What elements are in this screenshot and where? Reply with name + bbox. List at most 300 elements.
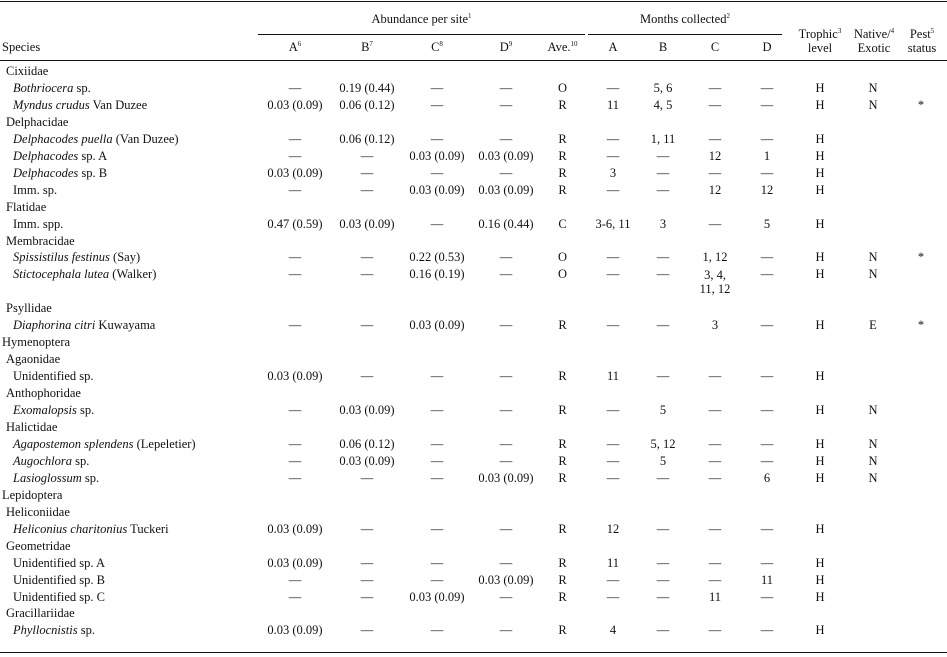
average-abundance: R [558, 521, 567, 536]
months-site-d: 11 [760, 572, 774, 587]
native-exotic: N [868, 250, 878, 265]
family-heading-row [0, 63, 947, 80]
abundance-site-d: — [499, 131, 513, 146]
months-site-c: — [708, 216, 722, 231]
species-name [13, 436, 196, 453]
table-row [0, 97, 947, 114]
species-authority: sp. B [78, 165, 108, 180]
average-abundance: R [558, 148, 567, 163]
species-name [13, 80, 91, 97]
abundance-site-c: — [430, 369, 444, 384]
species-authority: sp. A [78, 148, 108, 163]
family-heading-row [0, 114, 947, 131]
months-site-d: — [760, 131, 774, 146]
family-name: Geometridae [6, 538, 71, 553]
native-exotic-header: Native/$^4$ Exotic [853, 27, 895, 55]
native-exotic: N [868, 97, 878, 112]
average-abundance: R [558, 318, 567, 333]
abundance-site-c: 0.03 (0.09) [409, 182, 465, 197]
months-site-d: — [760, 369, 774, 384]
family-name: Psyllidae [6, 301, 52, 316]
species-name [13, 622, 95, 639]
months-site-b: 1, 11 [650, 131, 676, 146]
native-exotic: E [869, 318, 877, 333]
months-site-d: — [760, 623, 774, 638]
average-abundance: O [557, 250, 568, 265]
pest-status: * [917, 318, 925, 333]
months-site-b: — [656, 165, 670, 180]
abundance-site-d: 0.16 (0.44) [478, 216, 534, 231]
table-row [0, 131, 947, 148]
trophic-level: H [815, 572, 825, 587]
family-name: Flatidae [6, 199, 47, 214]
months-site-d: — [760, 267, 774, 282]
table-bottom-rule [0, 652, 947, 653]
months-group-rule [588, 34, 782, 35]
average-abundance: R [558, 131, 567, 146]
pest-status-header: Pest$^5$ status [907, 27, 937, 55]
months-site-b: — [656, 555, 670, 570]
species-binomial: Bothriocera [13, 81, 74, 95]
trophic-level: H [815, 403, 825, 418]
abundance-site-a: — [288, 81, 302, 95]
months-site-a: — [606, 318, 620, 333]
table-row [0, 317, 947, 334]
abundance-site-d: — [499, 250, 513, 265]
table-row [0, 148, 947, 165]
species-authority: Unidentified sp. [13, 369, 94, 384]
months-site-a: — [606, 81, 620, 95]
species-name [13, 266, 156, 283]
months-site-c-line: 11, 12 [699, 282, 731, 297]
months-site-b: 5 [659, 403, 667, 418]
species-name [13, 521, 169, 538]
months-site-c: — [708, 436, 722, 451]
months-site-c-line: 3, 4, [704, 268, 726, 283]
abundance-site-a: 0.03 (0.09) [267, 165, 323, 180]
abundance-site-c: — [430, 97, 444, 112]
trophic-level: H [815, 623, 825, 638]
average-abundance: R [558, 436, 567, 451]
trophic-level: H [815, 165, 825, 180]
table-top-rule [0, 1, 947, 2]
months-site-c: — [708, 81, 722, 95]
abundance-group-rule [258, 34, 585, 35]
months-site-a: — [606, 148, 620, 163]
abundance-site-a: — [288, 403, 302, 418]
table-row [0, 470, 947, 487]
trophic-level: H [815, 521, 825, 536]
species-name [13, 182, 57, 199]
abundance-site-c: 0.03 (0.09) [409, 318, 465, 333]
months-site-d: 12 [760, 182, 774, 197]
months-site-a: 4 [609, 623, 617, 638]
table-row [0, 80, 947, 97]
months-site-d: — [760, 555, 774, 570]
abundance-site-c: — [430, 436, 444, 451]
abundance-site-d: — [499, 165, 513, 180]
family-heading-row [0, 605, 947, 622]
species-binomial: Augochlora [13, 453, 73, 468]
native-exotic: N [868, 436, 878, 451]
abundance-site-c: — [430, 623, 444, 638]
abundance-site-c: — [430, 453, 444, 468]
trophic-level: H [815, 182, 825, 197]
family-name: Halictidae [6, 420, 58, 434]
species-name [13, 249, 140, 266]
average-abundance: R [558, 555, 567, 570]
species-authority: (Walker) [109, 267, 157, 282]
abundance-site-b: — [360, 555, 374, 570]
months-col-d-header: D [762, 40, 772, 54]
header-bottom-rule [0, 60, 947, 61]
family-name: Cixiidae [6, 64, 49, 78]
months-site-b: 5, 6 [653, 81, 673, 95]
species-header: Species [2, 40, 41, 54]
order-heading-row [0, 334, 947, 351]
months-site-c: — [708, 97, 722, 112]
family-name: Delphacidae [6, 114, 69, 129]
abundance-site-c: 0.03 (0.09) [409, 589, 465, 604]
species-authority: sp. [77, 623, 95, 638]
family-heading-row [0, 351, 947, 368]
months-site-a: — [606, 470, 620, 485]
abundance-site-b: 0.03 (0.09) [339, 216, 395, 231]
abundance-site-a: — [288, 267, 302, 282]
abundance-site-a: 0.03 (0.09) [267, 555, 323, 570]
species-authority: (Say) [109, 250, 141, 265]
months-site-d: — [760, 97, 774, 112]
abundance-site-b: — [360, 250, 374, 265]
months-site-d: — [760, 589, 774, 604]
months-site-b: — [656, 250, 670, 265]
native-exotic: N [868, 470, 878, 485]
months-site-a: — [606, 131, 620, 146]
abundance-site-c: — [430, 81, 444, 95]
abundance-site-c: — [430, 521, 444, 536]
abundance-col-d-header: $D^9$ [499, 40, 513, 54]
abundance-site-a: — [288, 470, 302, 485]
species-binomial: Phyllocnistis [13, 623, 78, 638]
abundance-site-a: — [288, 589, 302, 604]
species-name [13, 148, 107, 165]
abundance-site-d: — [499, 623, 513, 638]
species-binomial: Myndus crudus [13, 97, 90, 112]
months-site-c: 1, 12 [702, 250, 728, 265]
table-row [0, 182, 947, 199]
species-binomial: Agapostemon splendens [13, 436, 134, 451]
native-exotic: N [868, 453, 878, 468]
average-abundance: R [558, 369, 567, 384]
abundance-site-d: — [499, 453, 513, 468]
abundance-site-d: — [499, 589, 513, 604]
months-site-b: — [656, 589, 670, 604]
table-row [0, 521, 947, 538]
average-abundance: R [558, 182, 567, 197]
abundance-site-d: — [499, 403, 513, 418]
abundance-site-d: 0.03 (0.09) [478, 470, 534, 485]
trophic-level: H [815, 436, 825, 451]
native-exotic: N [868, 81, 878, 95]
months-site-d: — [760, 403, 774, 418]
family-heading-row [0, 538, 947, 555]
family-heading-row [0, 419, 947, 436]
months-site-c: — [708, 369, 722, 384]
average-abundance: R [558, 403, 567, 418]
abundance-site-c: 0.22 (0.53) [409, 250, 465, 265]
trophic-level: H [815, 470, 825, 485]
table-row [0, 249, 947, 266]
species-authority: Kuwayama [95, 318, 156, 333]
trophic-level: H [815, 453, 825, 468]
family-heading-row [0, 199, 947, 216]
months-site-d: — [760, 436, 774, 451]
species-name [13, 368, 94, 385]
abundance-site-a: 0.03 (0.09) [267, 623, 323, 638]
average-abundance: R [558, 589, 567, 604]
abundance-site-b: — [360, 369, 374, 384]
species-authority: Imm. sp. [13, 182, 58, 197]
months-site-b: — [656, 267, 670, 282]
abundance-site-a: — [288, 250, 302, 265]
species-name [13, 216, 63, 233]
months-site-c: — [708, 453, 722, 468]
table-row [0, 266, 947, 297]
months-site-b: 5 [659, 453, 667, 468]
order-name: Lepidoptera [2, 487, 63, 502]
average-abundance: O [557, 267, 568, 282]
months-col-c-header: C [710, 40, 720, 54]
abundance-site-a: — [288, 148, 302, 163]
abundance-site-c: — [430, 165, 444, 180]
months-site-a: 11 [606, 369, 620, 384]
abundance-site-a: — [288, 318, 302, 333]
trophic-level: H [815, 131, 825, 146]
months-site-a: — [606, 403, 620, 418]
months-site-b: — [656, 623, 670, 638]
months-site-a: — [606, 267, 620, 282]
months-site-a: — [606, 453, 620, 468]
months-site-c: — [708, 165, 722, 180]
abundance-site-a: — [288, 572, 302, 587]
months-site-c: — [708, 555, 722, 570]
months-site-c: 11 [708, 589, 722, 604]
abundance-site-d: 0.03 (0.09) [478, 572, 534, 587]
average-abundance: R [558, 623, 567, 638]
average-col-header: Ave.$^{10}$ [547, 40, 578, 54]
months-site-a: 3 [609, 165, 617, 180]
species-authority: (Van Duzee) [112, 131, 179, 146]
native-exotic: N [868, 267, 878, 282]
abundance-site-c: 0.03 (0.09) [409, 148, 465, 163]
abundance-site-a: 0.03 (0.09) [267, 521, 323, 536]
average-abundance: C [558, 216, 567, 231]
months-site-d: 1 [763, 148, 771, 163]
abundance-site-c: — [430, 131, 444, 146]
months-site-c: — [708, 623, 722, 638]
table-row [0, 368, 947, 385]
abundance-site-a: — [288, 453, 302, 468]
months-site-b: 4, 5 [653, 97, 673, 112]
species-authority: Van Duzee [89, 97, 148, 112]
family-name: Agaonidae [6, 352, 61, 367]
family-heading-row [0, 300, 947, 317]
months-col-a-header: A [608, 40, 618, 54]
trophic-level: H [815, 267, 825, 282]
abundance-site-a: 0.47 (0.59) [267, 216, 323, 231]
trophic-level: H [815, 318, 825, 333]
species-authority: Unidentified sp. C [13, 589, 106, 604]
abundance-site-b: 0.03 (0.09) [339, 453, 395, 468]
species-authority: Tuckeri [127, 521, 169, 536]
abundance-group-header: Abundance per site$^1$ [371, 12, 472, 26]
months-site-d: — [760, 165, 774, 180]
order-heading-row [0, 487, 947, 504]
table-row [0, 436, 947, 453]
average-abundance: R [558, 453, 567, 468]
species-name [13, 165, 107, 182]
abundance-site-d: — [499, 81, 513, 95]
species-name [13, 453, 89, 470]
table-row [0, 402, 947, 419]
table-row [0, 555, 947, 572]
species-binomial: Lasioglossum [13, 470, 82, 485]
abundance-site-d: 0.03 (0.09) [478, 148, 534, 163]
abundance-site-d: — [499, 436, 513, 451]
months-site-c: — [708, 521, 722, 536]
abundance-site-b: 0.19 (0.44) [339, 81, 395, 95]
trophic-level-header: Trophic$^3$ level [798, 27, 842, 55]
average-abundance: R [558, 97, 567, 112]
species-binomial: Spissistilus festinus [13, 250, 110, 265]
abundance-site-b: — [360, 589, 374, 604]
abundance-site-d: — [499, 369, 513, 384]
months-site-d: — [760, 453, 774, 468]
months-site-c [692, 266, 738, 296]
abundance-site-a: 0.03 (0.09) [267, 369, 323, 384]
average-abundance: R [558, 572, 567, 587]
abundance-col-a-header: $A^6$ [288, 40, 302, 54]
abundance-site-d: — [499, 521, 513, 536]
species-binomial: Delphacodes puella [13, 131, 113, 146]
abundance-site-b: 0.03 (0.09) [339, 403, 395, 418]
table-row [0, 216, 947, 233]
family-name: Gracillariidae [6, 606, 75, 621]
species-name [13, 555, 105, 572]
months-site-d: — [760, 521, 774, 536]
species-name [13, 470, 99, 487]
months-site-c: 3 [711, 318, 719, 333]
family-name: Anthophoridae [6, 386, 81, 401]
average-abundance: O [557, 81, 568, 95]
trophic-level: H [815, 555, 825, 570]
species-authority: Unidentified sp. B [13, 572, 106, 587]
species-binomial: Diaphorina citri [13, 318, 96, 333]
species-authority: Imm. spp. [13, 216, 64, 231]
abundance-site-c: — [430, 403, 444, 418]
months-site-b: — [656, 572, 670, 587]
abundance-site-d: — [499, 267, 513, 282]
months-site-c: — [708, 131, 722, 146]
table-row [0, 622, 947, 639]
months-site-d: — [760, 250, 774, 265]
months-site-c: 12 [708, 182, 722, 197]
species-binomial: Heliconius charitonius [13, 521, 128, 536]
species-binomial: Exomalopsis [13, 403, 77, 418]
abundance-site-b: 0.06 (0.12) [339, 97, 395, 112]
abundance-site-b: — [360, 470, 374, 485]
abundance-site-c: — [430, 216, 444, 231]
species-name [13, 572, 105, 589]
table-row [0, 165, 947, 182]
months-site-b: — [656, 521, 670, 536]
abundance-site-a: — [288, 131, 302, 146]
abundance-site-d: — [499, 555, 513, 570]
average-abundance: R [558, 470, 567, 485]
abundance-site-b: — [360, 623, 374, 638]
species-name [13, 97, 147, 114]
species-name [13, 317, 155, 334]
months-site-c: — [708, 403, 722, 418]
months-group-header: Months collected$^2$ [640, 12, 730, 26]
abundance-site-d: — [499, 97, 513, 112]
months-site-a: 11 [606, 97, 620, 112]
months-site-a: — [606, 250, 620, 265]
months-site-a: — [606, 436, 620, 451]
species-binomial: Delphacodes [13, 148, 79, 163]
trophic-level: H [815, 148, 825, 163]
abundance-site-b: — [360, 148, 374, 163]
species-name [13, 589, 105, 606]
table-row [0, 589, 947, 606]
species-name [13, 131, 179, 148]
months-site-c: — [708, 470, 722, 485]
months-site-b: — [656, 318, 670, 333]
trophic-level: H [815, 97, 825, 112]
trophic-level: H [815, 369, 825, 384]
species-name [13, 402, 94, 419]
abundance-site-a: — [288, 182, 302, 197]
abundance-site-b: 0.06 (0.12) [339, 436, 395, 451]
trophic-level: H [815, 250, 825, 265]
family-heading-row [0, 385, 947, 402]
species-binomial: Stictocephala lutea [13, 267, 110, 282]
abundance-site-c: 0.16 (0.19) [409, 267, 465, 282]
months-site-a: 11 [606, 555, 620, 570]
months-site-b: 3 [659, 216, 667, 231]
months-site-b: — [656, 182, 670, 197]
abundance-site-c: — [430, 555, 444, 570]
pest-status: * [917, 250, 925, 265]
species-authority: (Lepeletier) [133, 436, 196, 451]
trophic-level: H [815, 589, 825, 604]
abundance-site-b: — [360, 572, 374, 587]
family-heading-row [0, 504, 947, 521]
species-binomial: Delphacodes [13, 165, 79, 180]
species-authority: sp. [72, 453, 90, 468]
abundance-site-a: 0.03 (0.09) [267, 97, 323, 112]
trophic-level: H [815, 216, 825, 231]
months-site-b: 5, 12 [650, 436, 676, 451]
abundance-site-b: — [360, 182, 374, 197]
trophic-level: H [815, 81, 825, 95]
abundance-site-d: 0.03 (0.09) [478, 182, 534, 197]
abundance-site-c: — [430, 470, 444, 485]
family-name: Membracidae [6, 233, 75, 248]
table-row [0, 572, 947, 589]
months-site-b: — [656, 369, 670, 384]
abundance-site-b: — [360, 267, 374, 282]
